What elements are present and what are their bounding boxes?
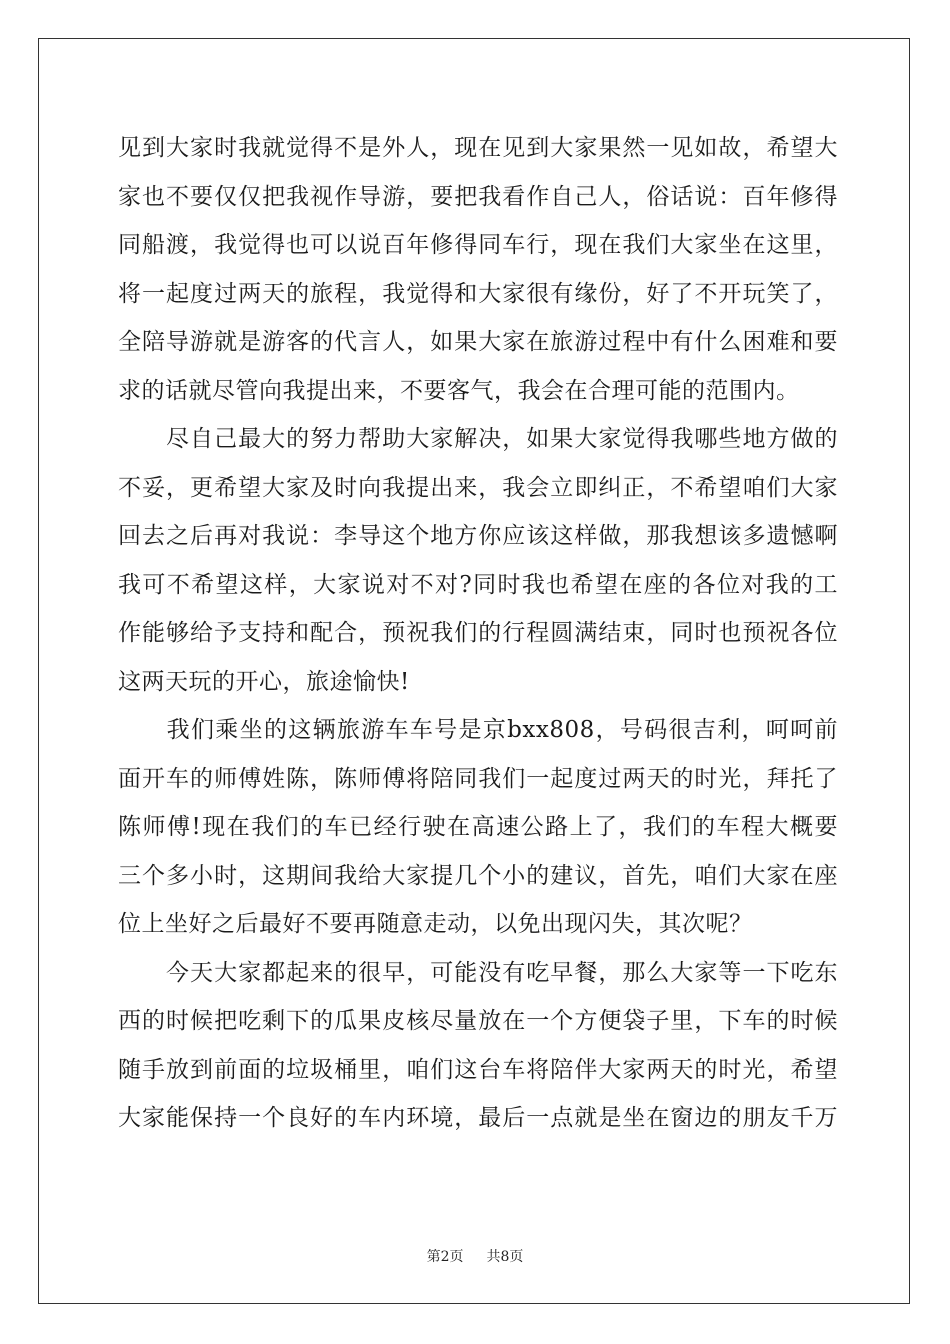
paragraph-4 <box>118 949 838 1143</box>
text-line: 不妥，更希望大家及时向我提出来，我会立即纠正，不希望咱们大家 <box>118 474 838 501</box>
text-line: 今天大家都起来的很早，可能没有吃早餐，那么大家等一下吃东 <box>118 959 838 986</box>
text-line: 将一起度过两天的旅程，我觉得和大家很有缘份，好了不开玩笑了， <box>118 280 838 307</box>
text-line: 见到大家时我就觉得不是外人，现在见到大家果然一见如故，希望大 <box>118 135 838 161</box>
text-line: 陈师傅!现在我们的车已经行驶在高速公路上了，我们的车程大概要 <box>118 814 838 840</box>
text-line: 我们乘坐的这辆旅游车车号是京bxx808，号码很吉利，呵呵前 <box>118 717 838 743</box>
text-line: 三个多小时，这期间我给大家提几个小的建议，首先，咱们大家在座 <box>118 862 838 889</box>
text-line: 全陪导游就是游客的代言人，如果大家在旅游过程中有什么困难和要 <box>118 329 838 355</box>
text-line: 随手放到前面的垃圾桶里，咱们这台车将陪伴大家两天的时光，希望 <box>118 1056 838 1083</box>
text-line: 回去之后再对我说：李导这个地方你应该这样做，那我想该多遗憾啊 <box>118 523 838 549</box>
text-line: 求的话就尽管向我提出来，不要客气，我会在合理可能的范围内。 <box>118 377 800 404</box>
text-line: 大家能保持一个良好的车内环境，最后一点就是坐在窗边的朋友千万 <box>118 1105 838 1131</box>
text-line: 我可不希望这样，大家说对不对?同时我也希望在座的各位对我的工 <box>118 571 838 598</box>
paragraph-2 <box>118 415 838 706</box>
text-line: 尽自己最大的努力帮助大家解决，如果大家觉得我哪些地方做的 <box>118 426 838 452</box>
page-total: 共8页 <box>486 1249 524 1265</box>
text-line: 面开车的师傅姓陈，陈师傅将陪同我们一起度过两天的时光，拜托了 <box>118 765 838 792</box>
paragraph-1 <box>118 124 838 415</box>
text-line: 同船渡，我觉得也可以说百年修得同车行，现在我们大家坐在这里， <box>118 232 838 258</box>
document-body <box>118 124 838 1143</box>
text-line: 位上坐好之后最好不要再随意走动，以免出现闪失，其次呢？ <box>118 911 753 937</box>
text-line: 家也不要仅仅把我视作导游，要把我看作自己人，俗话说：百年修得 <box>118 183 838 210</box>
text-line: 这两天玩的开心，旅途愉快! <box>118 668 410 695</box>
page-footer <box>0 1246 950 1266</box>
page-number: 第2页 <box>426 1249 464 1265</box>
text-line: 西的时候把吃剩下的瓜果皮核尽量放在一个方便袋子里，下车的时候 <box>118 1008 838 1034</box>
text-line: 作能够给予支持和配合，预祝我们的行程圆满结束，同时也预祝各位 <box>118 620 838 646</box>
paragraph-3 <box>118 706 838 949</box>
